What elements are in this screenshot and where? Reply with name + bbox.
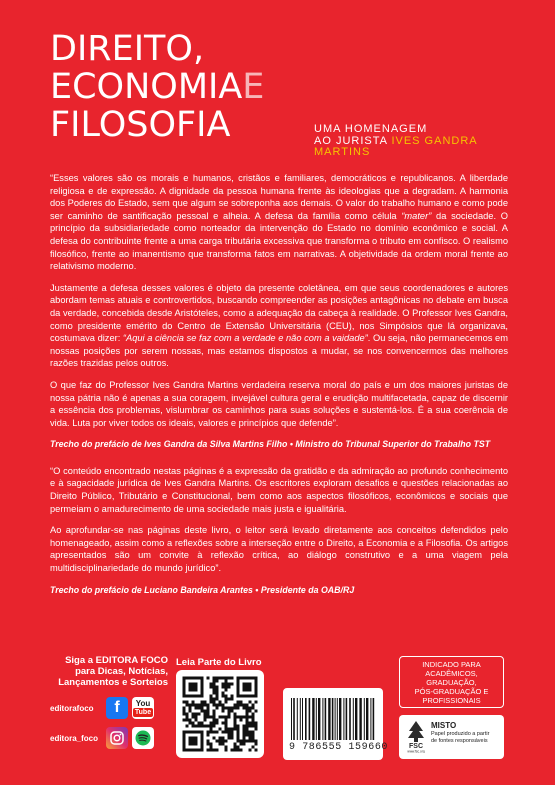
back-cover-text (50, 172, 508, 610)
fsc-certification (399, 715, 504, 759)
paragraph-1: “Esses valores são os morais e humanos, cristãos e familiares, democráticos e republicanos. A liberdade religiosa e de expressão. A dignidade da pessoa humana frente às ideologias que a degradam. A harmonia dos Poderes do Estado, sem que algum se sobreponha aos demais. O valor do trabalho humano e como pode ser caminho de santificação pessoal e alheia. A defesa da família como célula “mater” da sociedade. O princípio da subsidiariedade como norteador da intervenção do Estado no domínio econômico e social. A defesa do contribuinte frente a uma carga tributária excessiva que transforma o tributo em confisco. O realismo filosófico, frente ao imanentismo que transforma fatos em narrativas. A objetividade da ordem moral frente ao relativismo moderno. (50, 173, 508, 272)
follow-text: Siga a EDITORA FOCO para Dicas, Notícias, Lançamentos e Sorteios (58, 655, 168, 688)
facebook-icon[interactable]: f (106, 697, 128, 719)
book-subtitle (314, 124, 478, 159)
title-line-1: DIREITO, (50, 29, 205, 69)
youtube-icon[interactable]: You Tube (132, 697, 154, 719)
fsc-tree-icon (405, 719, 427, 753)
instagram-glyph (110, 731, 124, 745)
fsc-description: Papel produzido a partir de fontes responsáveis (431, 731, 490, 744)
title-line-2 (50, 68, 264, 106)
paragraph-5: Ao aprofundar-se nas páginas deste livro, o leitor será levado diretamente aos conceitos defendidos pelo homenageado, assim como a reflexões sobre a interseção entre o Direito, a Economia e a Filosofia. Os artigos apresentados são um convite à reflexão crítica, ao diálogo construtivo e a uma viagem pela multidisciplinariedade do mundo jurídico”. (50, 525, 508, 574)
social-row-1 (50, 697, 154, 719)
citation-2: Trecho do prefácio de Luciano Bandeira Arantes • Presidente da OAB/RJ (50, 584, 355, 595)
paragraph-3: O que faz do Professor Ives Gandra Martins verdadeira reserva moral do país e um dos maiores juristas de nossa pátria não é apenas a sua coragem, invejável cultura geral e erudição multifacetada, capaz de discernir a essência dos problemas, vislumbrar os caminhos para suas soluções e sustentá-los. É a sua coerência de vida. Luta por viver todos os ideais, valores e princípios que defende”. (50, 379, 508, 428)
subtitle-line-1: UMA HOMENAGEM (314, 123, 428, 135)
spotify-icon[interactable] (132, 727, 154, 749)
subtitle-line-2: AO JURISTA IVES GANDRA (314, 134, 478, 147)
social-row-2 (50, 727, 154, 749)
qr-label: Leia Parte do Livro (176, 657, 262, 668)
subtitle-line-3: MARTINS (314, 146, 371, 158)
qr-code-graphic (176, 670, 264, 758)
fsc-site-text: www.fsc.org (407, 749, 425, 753)
social-block (50, 655, 168, 743)
title-line-3: FILOSOFIA (50, 105, 231, 145)
instagram-icon[interactable] (106, 727, 128, 749)
social-handle-1: editorafoco (50, 703, 94, 713)
audience-badge: INDICADO PARA ACADÊMICOS, GRADUAÇÃO, PÓS-GRADUAÇÃO E PROFISSIONAIS (399, 656, 504, 708)
paragraph-2: Justamente a defesa desses valores é objeto da presente coletânea, em que seus coordenadores e autores abordam temas atuais e controvertidos, buscando compreender as posições antagônicas no debate em busca da verdade, concebida desde Aristóteles, como a adequação da cabeça à realidade. O Professor Ives Gandra, como presidente emérito do Centro de Extensão Universitária (CEU), nos Simpósios que lá organizava, costumava dizer: “Aqui a ciência se faz com a verdade e não com a vaidade”. Ou seja, não permanecemos em nossas posições por serem nossas, mas estamos dispostos a mudar, se nos convencermos das melhores razões trazidas pelos outros. (50, 282, 508, 369)
citation-1: Trecho do prefácio de Ives Gandra da Silva Martins Filho • Ministro do Tribunal Superior do Trabalho TST (50, 439, 491, 450)
social-handle-2: editora_foco (50, 733, 99, 743)
title-conjunction: E (242, 67, 265, 107)
spotify-glyph (135, 730, 151, 746)
subtitle-honoree-name: IVES GANDRA (391, 134, 478, 147)
title-word-economia: ECONOMIA (50, 67, 243, 107)
qr-code[interactable] (176, 670, 264, 758)
fsc-logo-text: FSC (409, 743, 423, 750)
fsc-label: MISTO (431, 721, 457, 730)
paragraph-4: “O conteúdo encontrado nestas páginas é a expressão da gratidão e da admiração ao profundo conhecimento e à sagacidade jurídica de Ives Gandra Martins. Os escritores exploram desafios e questões relacionadas ao Direito Público, Tributário e Constitucional, bem como aos aspectos filosóficos, econômicos e sociais que permeiam o amadurecimento de uma sociedade mais justa e igualitária. (50, 465, 508, 514)
book-title (50, 30, 264, 144)
isbn-number: 9 786555 159660 (289, 742, 389, 753)
